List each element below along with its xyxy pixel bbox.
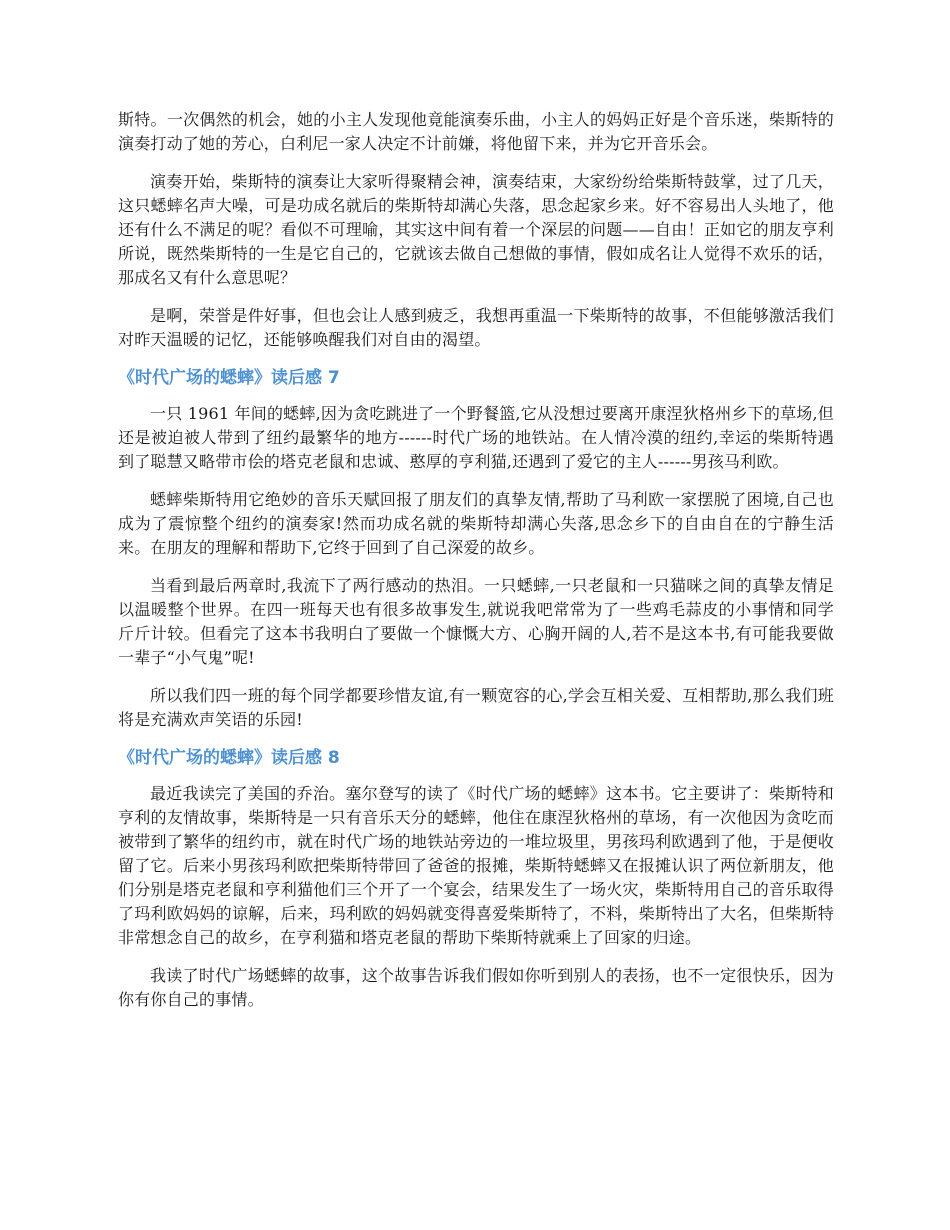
paragraph: 斯特。一次偶然的机会，她的小主人发现他竟能演奏乐曲，小主人的妈妈正好是个音乐迷，柴斯特的演奏打动了她的芳心，白利尼一家人决定不计前嫌，将他留下来，并为它开音乐会。: [118, 110, 834, 153]
paragraph: 蟋蟀柴斯特用它绝妙的音乐天赋回报了朋友们的真挚友情,帮助了马利欧一家摆脱了困境,自己也成为了震惊整个纽约的演奏家!然而功成名就的柴斯特却满心失落,思念乡下的自由自在的宁静生活来。在朋友的理解和帮助下,它终于回到了自己深爱的故乡。: [118, 490, 834, 557]
document-page: [118, 108, 834, 1026]
section-heading-7: 《时代广场的蟋蟀》读后感 7: [118, 368, 340, 388]
paragraph: 我读了时代广场蟋蟀的故事，这个故事告诉我们假如你听到别人的表扬，也不一定很快乐，因为你有你自己的事情。: [118, 966, 834, 1009]
paragraph: 一只 1961 年间的蟋蟀,因为贪吃跳进了一个野餐篮,它从没想过要离开康涅狄格州乡下的草场,但还是被迫被人带到了纽约最繁华的地方------时代广场的地铁站。在人情冷漠的纽约,幸运的柴斯特遇到了聪慧又略带市侩的塔克老鼠和忠诚、憨厚的亨利猫,还遇到了爱它的主人------男孩马利欧。: [118, 404, 834, 471]
paragraph: 所以我们四一班的每个同学都要珍惜友谊,有一颗宽容的心,学会互相关爱、互相帮助,那么我们班将是充满欢声笑语的乐园!: [118, 686, 834, 729]
section-heading-8: 《时代广场的蟋蟀》读后感 8: [118, 748, 340, 768]
paragraph: 最近我读完了美国的乔治。塞尔登写的读了《时代广场的蟋蟀》这本书。它主要讲了：柴斯特和亨利的友情故事，柴斯特是一只有音乐天分的蟋蟀，他住在康涅狄格州的草场，有一次他因为贪吃而被带到了繁华的纽约市，就在时代广场的地铁站旁边的一堆垃圾里，男孩玛利欧遇到了他，于是便收留了它。后来小男孩玛利欧把柴斯特带回了爸爸的报摊，柴斯特蟋蟀又在报摊认识了两位新朋友，他们分别是塔克老鼠和亨利猫他们三个开了一个宴会，结果发生了一场火灾，柴斯特用自己的音乐取得了玛利欧妈妈的谅解，后来，玛利欧的妈妈就变得喜爱柴斯特了，不料，柴斯特出了大名，但柴斯特非常想念自己的故乡，在亨利猫和塔克老鼠的帮助下柴斯特就乘上了回家的归途。: [118, 784, 834, 947]
paragraph: 是啊，荣誉是件好事，但也会让人感到疲乏，我想再重温一下柴斯特的故事，不但能够激活我们对昨天温暖的记忆，还能够唤醒我们对自由的渴望。: [118, 306, 834, 349]
paragraph: 当看到最后两章时,我流下了两行感动的热泪。一只蟋蟀,一只老鼠和一只猫咪之间的真挚友情足以温暖整个世界。在四一班每天也有很多故事发生,就说我吧常常为了一些鸡毛蒜皮的小事情和同学斤斤计较。但看完了这本书我明白了要做一个慷慨大方、心胸开阔的人,若不是这本书,有可能我要做一辈子“小气鬼”呢!: [118, 576, 834, 667]
paragraph: 演奏开始，柴斯特的演奏让大家听得聚精会神，演奏结束，大家纷纷给柴斯特鼓掌，过了几天，这只蟋蟀名声大噪，可是功成名就后的柴斯特却满心失落，思念起家乡来。好不容易出人头地了，他还有什么不满足的呢？看似不可理喻，其实这中间有着一个深层的问题——自由！正如它的朋友亨利所说，既然柴斯特的一生是它自己的，它就该去做自己想做的事情，假如成名让人觉得不欢乐的话，那成名又有什么意思呢？: [118, 172, 834, 287]
